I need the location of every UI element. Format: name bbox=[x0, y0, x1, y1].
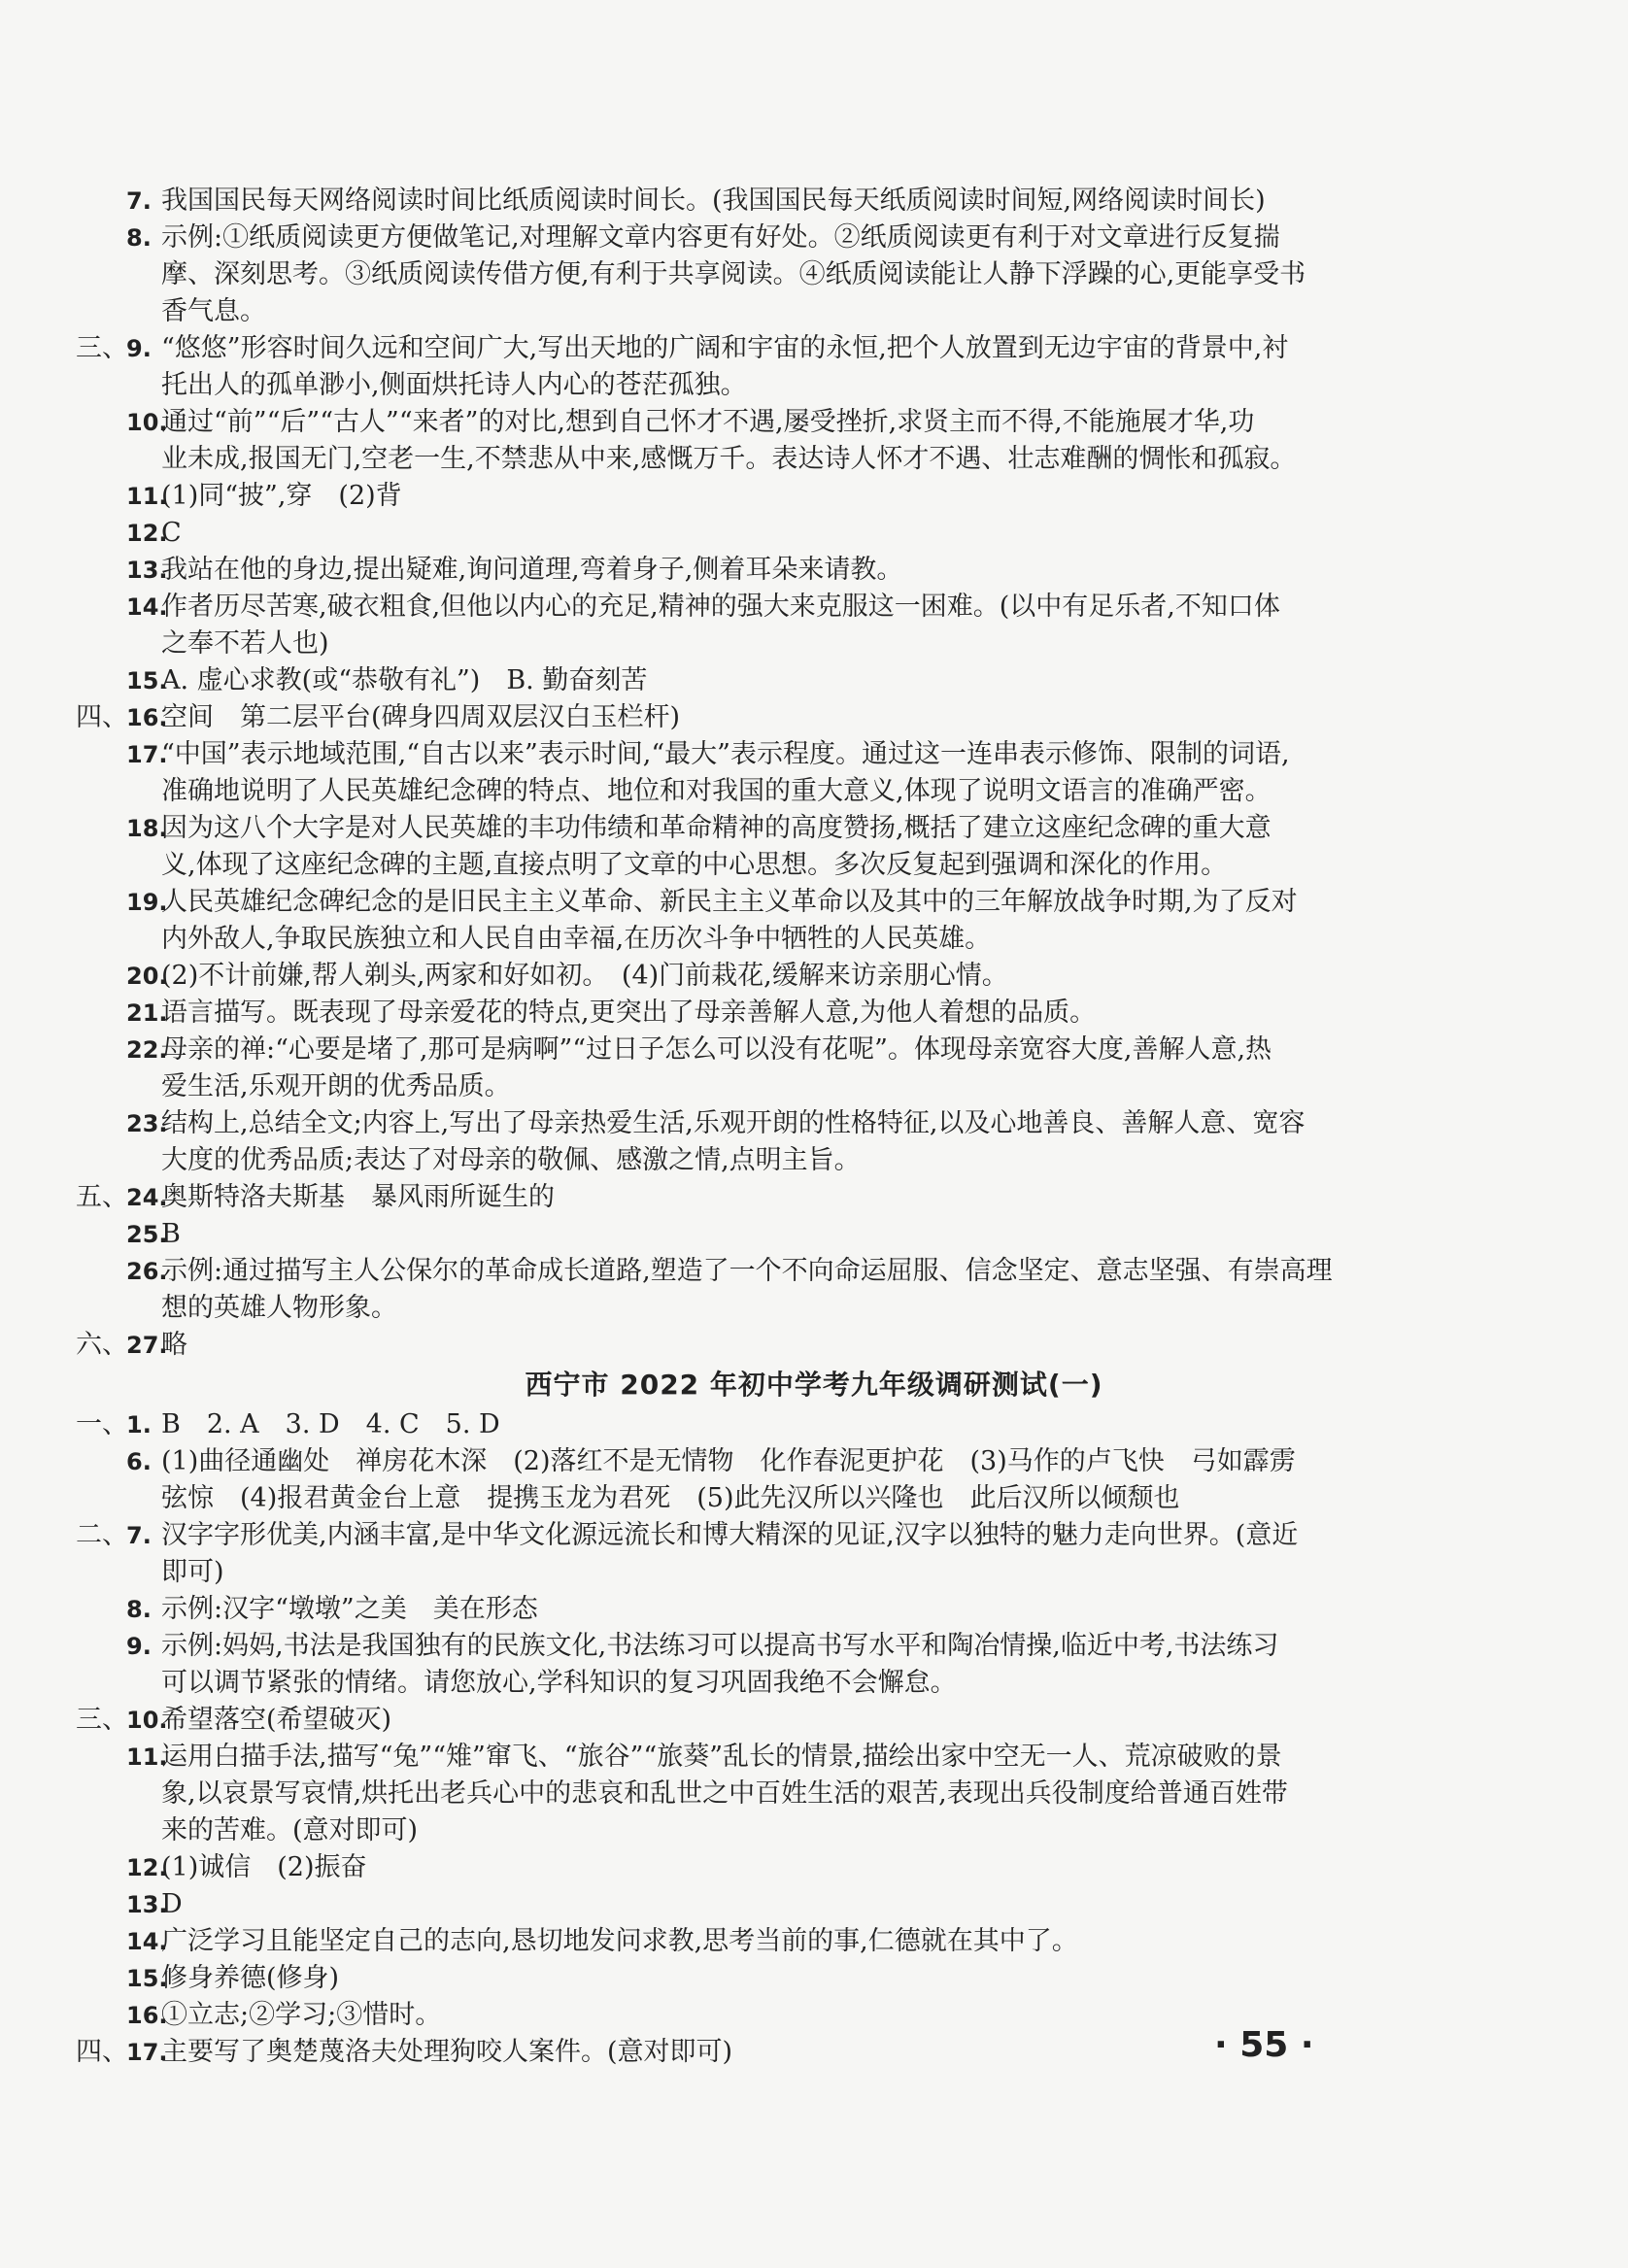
answer-text: 汉字字形优美,内涵丰富,是中华文化源远流长和博大精深的见证,汉字以独特的魅力走向世界。(意近 bbox=[161, 1520, 1299, 1550]
answer-text: ①立志;②学习;③惜时。 bbox=[161, 2000, 442, 2030]
answer-continuation bbox=[0, 1554, 1628, 1591]
answer-continuation bbox=[0, 1142, 1628, 1179]
answer-item bbox=[0, 220, 1628, 256]
question-number: 26. bbox=[126, 1258, 168, 1285]
section-marker: 三、 bbox=[76, 1705, 128, 1735]
answer-item bbox=[0, 1179, 1628, 1216]
answer-text: 广泛学习且能坚定自己的志向,恳切地发问求教,思考当前的事,仁德就在其中了。 bbox=[161, 1926, 1078, 1956]
answer-text: D bbox=[161, 1889, 183, 1919]
question-number: 17. bbox=[126, 741, 168, 768]
answer-item bbox=[0, 1628, 1628, 1665]
answer-text: 母亲的禅:“心要是堵了,那可是病啊”“过日子怎么可以没有花呢”。体现母亲宽容大度,善解人意,热 bbox=[161, 1034, 1272, 1065]
question-number: 9. bbox=[126, 1633, 152, 1660]
answer-item bbox=[0, 589, 1628, 626]
question-number: 6. bbox=[126, 1448, 152, 1475]
question-number: 10. bbox=[126, 1707, 168, 1734]
answer-item bbox=[0, 330, 1628, 367]
answer-item bbox=[0, 404, 1628, 441]
answer-continuation bbox=[0, 921, 1628, 958]
answer-text: (1)同“披”,穿 (2)背 bbox=[161, 481, 402, 511]
answer-text: 人民英雄纪念碑纪念的是旧民主主义革命、新民主主义革命以及其中的三年解放战争时期,为了反对 bbox=[161, 887, 1298, 917]
answer-item bbox=[0, 699, 1628, 736]
answer-item bbox=[0, 515, 1628, 552]
answer-continuation bbox=[0, 847, 1628, 884]
answer-continuation bbox=[0, 773, 1628, 810]
answer-text: 义,体现了这座纪念碑的主题,直接点明了文章的中心思想。多次反复起到强调和深化的作用。 bbox=[161, 850, 1228, 880]
answer-text: C bbox=[161, 518, 182, 548]
question-number: 17. bbox=[126, 2039, 168, 2066]
answer-text: 准确地说明了人民英雄纪念碑的特点、地位和对我国的重大意义,体现了说明文语言的准确严密。 bbox=[161, 776, 1272, 806]
answer-text: 托出人的孤单渺小,侧面烘托诗人内心的苍茫孤独。 bbox=[161, 370, 747, 400]
answer-item bbox=[0, 995, 1628, 1032]
answer-item bbox=[0, 736, 1628, 773]
answer-text: 空间 第二层平台(碑身四周双层汉白玉栏杆) bbox=[161, 702, 681, 732]
answer-item bbox=[0, 478, 1628, 515]
answer-text: A. 虚心求教(或“恭敬有礼”) B. 勤奋刻苦 bbox=[161, 665, 648, 695]
answer-list-xining-2022 bbox=[0, 1406, 1628, 2071]
answer-text: 我站在他的身边,提出疑难,询问道理,弯着身子,侧着耳朵来请教。 bbox=[161, 555, 903, 585]
answer-text: 语言描写。既表现了母亲爱花的特点,更突出了母亲善解人意,为他人着想的品质。 bbox=[161, 998, 1097, 1028]
answer-item bbox=[0, 1997, 1628, 2034]
answer-text: 想的英雄人物形象。 bbox=[161, 1293, 397, 1323]
answer-text: 示例:①纸质阅读更方便做笔记,对理解文章内容更有好处。②纸质阅读更有利于对文章进行反复揣 bbox=[161, 222, 1280, 253]
answer-item bbox=[0, 2034, 1628, 2071]
section-marker: 二、 bbox=[76, 1520, 128, 1550]
answer-continuation bbox=[0, 1776, 1628, 1812]
answer-item bbox=[0, 183, 1628, 220]
answer-text: 希望落空(希望破灭) bbox=[161, 1705, 392, 1735]
question-number: 18. bbox=[126, 815, 168, 842]
answer-continuation bbox=[0, 441, 1628, 478]
question-number: 14. bbox=[126, 593, 168, 621]
question-number: 15. bbox=[126, 1965, 168, 1992]
answer-text: B 2. A 3. D 4. C 5. D bbox=[161, 1409, 500, 1439]
answer-text: 香气息。 bbox=[161, 296, 266, 326]
answer-text: 修身养德(修身) bbox=[161, 1963, 340, 1993]
answer-continuation bbox=[0, 1290, 1628, 1327]
answer-text: 因为这八个大字是对人民英雄的丰功伟绩和革命精神的高度赞扬,概括了建立这座纪念碑的重大意 bbox=[161, 813, 1272, 843]
question-number: 8. bbox=[126, 1596, 152, 1623]
question-number: 9. bbox=[126, 335, 152, 362]
answer-item bbox=[0, 1960, 1628, 1997]
answer-text: “悠悠”形容时间久远和空间广大,写出天地的广阔和宇宙的永恒,把个人放置到无边宇宙的背景中,衬 bbox=[161, 333, 1289, 363]
answer-text: 可以调节紧张的情绪。请您放心,学科知识的复习巩固我绝不会懈怠。 bbox=[161, 1668, 957, 1698]
answer-item bbox=[0, 810, 1628, 847]
answer-text: 内外敌人,争取民族独立和人民自由幸福,在历次斗争中牺牲的人民英雄。 bbox=[161, 924, 992, 954]
answer-text: 运用白描手法,描写“兔”“雉”窜飞、“旅谷”“旅葵”乱长的情景,描绘出家中空无一人、荒凉破败的景 bbox=[161, 1742, 1282, 1772]
answer-continuation bbox=[0, 1068, 1628, 1105]
question-number: 27. bbox=[126, 1332, 168, 1359]
question-number: 14. bbox=[126, 1928, 168, 1955]
answer-item bbox=[0, 1253, 1628, 1290]
question-number: 16. bbox=[126, 704, 168, 731]
section-marker: 六、 bbox=[76, 1330, 128, 1360]
answer-text: 来的苦难。(意对即可) bbox=[161, 1815, 419, 1845]
exam-title: 西宁市 2022 年初中学考九年级调研测试(一) bbox=[525, 1369, 1103, 1401]
answer-item bbox=[0, 1517, 1628, 1554]
question-number: 1. bbox=[126, 1411, 152, 1439]
answer-item bbox=[0, 662, 1628, 699]
question-number: 19. bbox=[126, 889, 168, 916]
answer-text: 业未成,报国无门,空老一生,不禁悲从中来,感慨万千。表达诗人怀才不遇、壮志难酬的惆怅和孤寂。 bbox=[161, 444, 1297, 474]
answer-text: (1)曲径通幽处 禅房花木深 (2)落红不是无情物 化作春泥更护花 (3)马作的卢飞快 弓如霹雳 bbox=[161, 1446, 1296, 1476]
answer-item bbox=[0, 1327, 1628, 1364]
answer-continuation bbox=[0, 256, 1628, 293]
answer-text: 主要写了奥楚蔑洛夫处理狗咬人案件。(意对即可) bbox=[161, 2037, 733, 2067]
answer-text: 略 bbox=[161, 1330, 187, 1360]
answer-item bbox=[0, 1216, 1628, 1253]
answer-item bbox=[0, 1406, 1628, 1443]
answer-text: 通过“前”“后”“古人”“来者”的对比,想到自己怀才不遇,屡受挫折,求贤主而不得,不能施展才华,功 bbox=[161, 407, 1255, 437]
section-marker: 四、 bbox=[76, 2037, 128, 2067]
answer-text: “中国”表示地域范围,“自古以来”表示时间,“最大”表示程度。通过这一连串表示修饰、限制的词语, bbox=[161, 739, 1290, 769]
answer-item bbox=[0, 958, 1628, 995]
answer-text: B bbox=[161, 1219, 181, 1249]
question-number: 11. bbox=[126, 1743, 168, 1771]
answer-continuation bbox=[0, 1812, 1628, 1849]
answer-list-previous-exam bbox=[0, 183, 1628, 1364]
answer-text: (2)不计前嫌,帮人剃头,两家和好如初。 (4)门前栽花,缓解来访亲朋心情。 bbox=[161, 961, 1008, 991]
question-number: 13. bbox=[126, 557, 168, 584]
section-marker: 四、 bbox=[76, 702, 128, 732]
answer-text: 之奉不若人也) bbox=[161, 628, 329, 659]
question-number: 13. bbox=[126, 1891, 168, 1918]
answer-text: 示例:通过描写主人公保尔的革命成长道路,塑造了一个不向命运屈服、信念坚定、意志坚强、有崇高理 bbox=[161, 1256, 1333, 1286]
answer-text: 象,以哀景写哀情,烘托出老兵心中的悲哀和乱世之中百姓生活的艰苦,表现出兵役制度给普通百姓带 bbox=[161, 1778, 1288, 1809]
answer-item bbox=[0, 1032, 1628, 1068]
section-marker: 一、 bbox=[76, 1409, 128, 1439]
answer-continuation bbox=[0, 1480, 1628, 1517]
question-number: 7. bbox=[126, 1522, 152, 1549]
answer-text: 示例:妈妈,书法是我国独有的民族文化,书法练习可以提高书写水平和陶冶情操,临近中考,书法练习 bbox=[161, 1631, 1279, 1661]
section-marker: 三、 bbox=[76, 333, 128, 363]
question-number: 25. bbox=[126, 1221, 168, 1248]
question-number: 24. bbox=[126, 1184, 168, 1211]
question-number: 12. bbox=[126, 520, 168, 547]
question-number: 23. bbox=[126, 1110, 168, 1137]
answer-item bbox=[0, 1591, 1628, 1628]
answer-item bbox=[0, 1702, 1628, 1739]
answer-continuation bbox=[0, 1665, 1628, 1702]
question-number: 7. bbox=[126, 187, 152, 215]
answer-text: 我国国民每天网络阅读时间比纸质阅读时间长。(我国国民每天纸质阅读时间短,网络阅读时间长) bbox=[161, 186, 1266, 216]
answer-item bbox=[0, 1443, 1628, 1480]
answer-continuation bbox=[0, 626, 1628, 662]
question-number: 10. bbox=[126, 409, 168, 436]
answer-item bbox=[0, 1739, 1628, 1776]
answer-text: 大度的优秀品质;表达了对母亲的敬佩、感激之情,点明主旨。 bbox=[161, 1145, 861, 1175]
answer-item bbox=[0, 1886, 1628, 1923]
answer-item bbox=[0, 552, 1628, 589]
answer-text: 奥斯特洛夫斯基 暴风雨所诞生的 bbox=[161, 1182, 555, 1212]
answer-text: 弦惊 (4)报君黄金台上意 提携玉龙为君死 (5)此先汉所以兴隆也 此后汉所以倾颓也 bbox=[161, 1483, 1180, 1513]
answer-continuation bbox=[0, 293, 1628, 330]
answer-text: 即可) bbox=[161, 1557, 224, 1587]
answer-item bbox=[0, 884, 1628, 921]
answer-text: 作者历尽苦寒,破衣粗食,但他以内心的充足,精神的强大来克服这一困难。(以中有足乐者,不知口体 bbox=[161, 592, 1280, 622]
question-number: 21. bbox=[126, 999, 168, 1027]
question-number: 22. bbox=[126, 1036, 168, 1064]
answer-text: 爱生活,乐观开朗的优秀品质。 bbox=[161, 1071, 511, 1101]
question-number: 11. bbox=[126, 483, 168, 510]
page-number: · 55 · bbox=[1214, 2025, 1314, 2065]
answer-text: (1)诚信 (2)振奋 bbox=[161, 1852, 367, 1882]
answer-text: 结构上,总结全文;内容上,写出了母亲热爱生活,乐观开朗的性格特征,以及心地善良、善解人意、宽容 bbox=[161, 1108, 1306, 1138]
question-number: 20. bbox=[126, 963, 168, 990]
question-number: 16. bbox=[126, 2002, 168, 2029]
question-number: 8. bbox=[126, 224, 152, 252]
answer-item bbox=[0, 1105, 1628, 1142]
question-number: 12. bbox=[126, 1854, 168, 1881]
answer-text: 摩、深刻思考。③纸质阅读传借方便,有利于共享阅读。④纸质阅读能让人静下浮躁的心,更能享受书 bbox=[161, 259, 1306, 289]
question-number: 15. bbox=[126, 667, 168, 694]
section-marker: 五、 bbox=[76, 1182, 128, 1212]
answer-item bbox=[0, 1923, 1628, 1960]
answer-continuation bbox=[0, 367, 1628, 404]
answer-item bbox=[0, 1849, 1628, 1886]
answer-text: 示例:汉字“墩墩”之美 美在形态 bbox=[161, 1594, 538, 1624]
